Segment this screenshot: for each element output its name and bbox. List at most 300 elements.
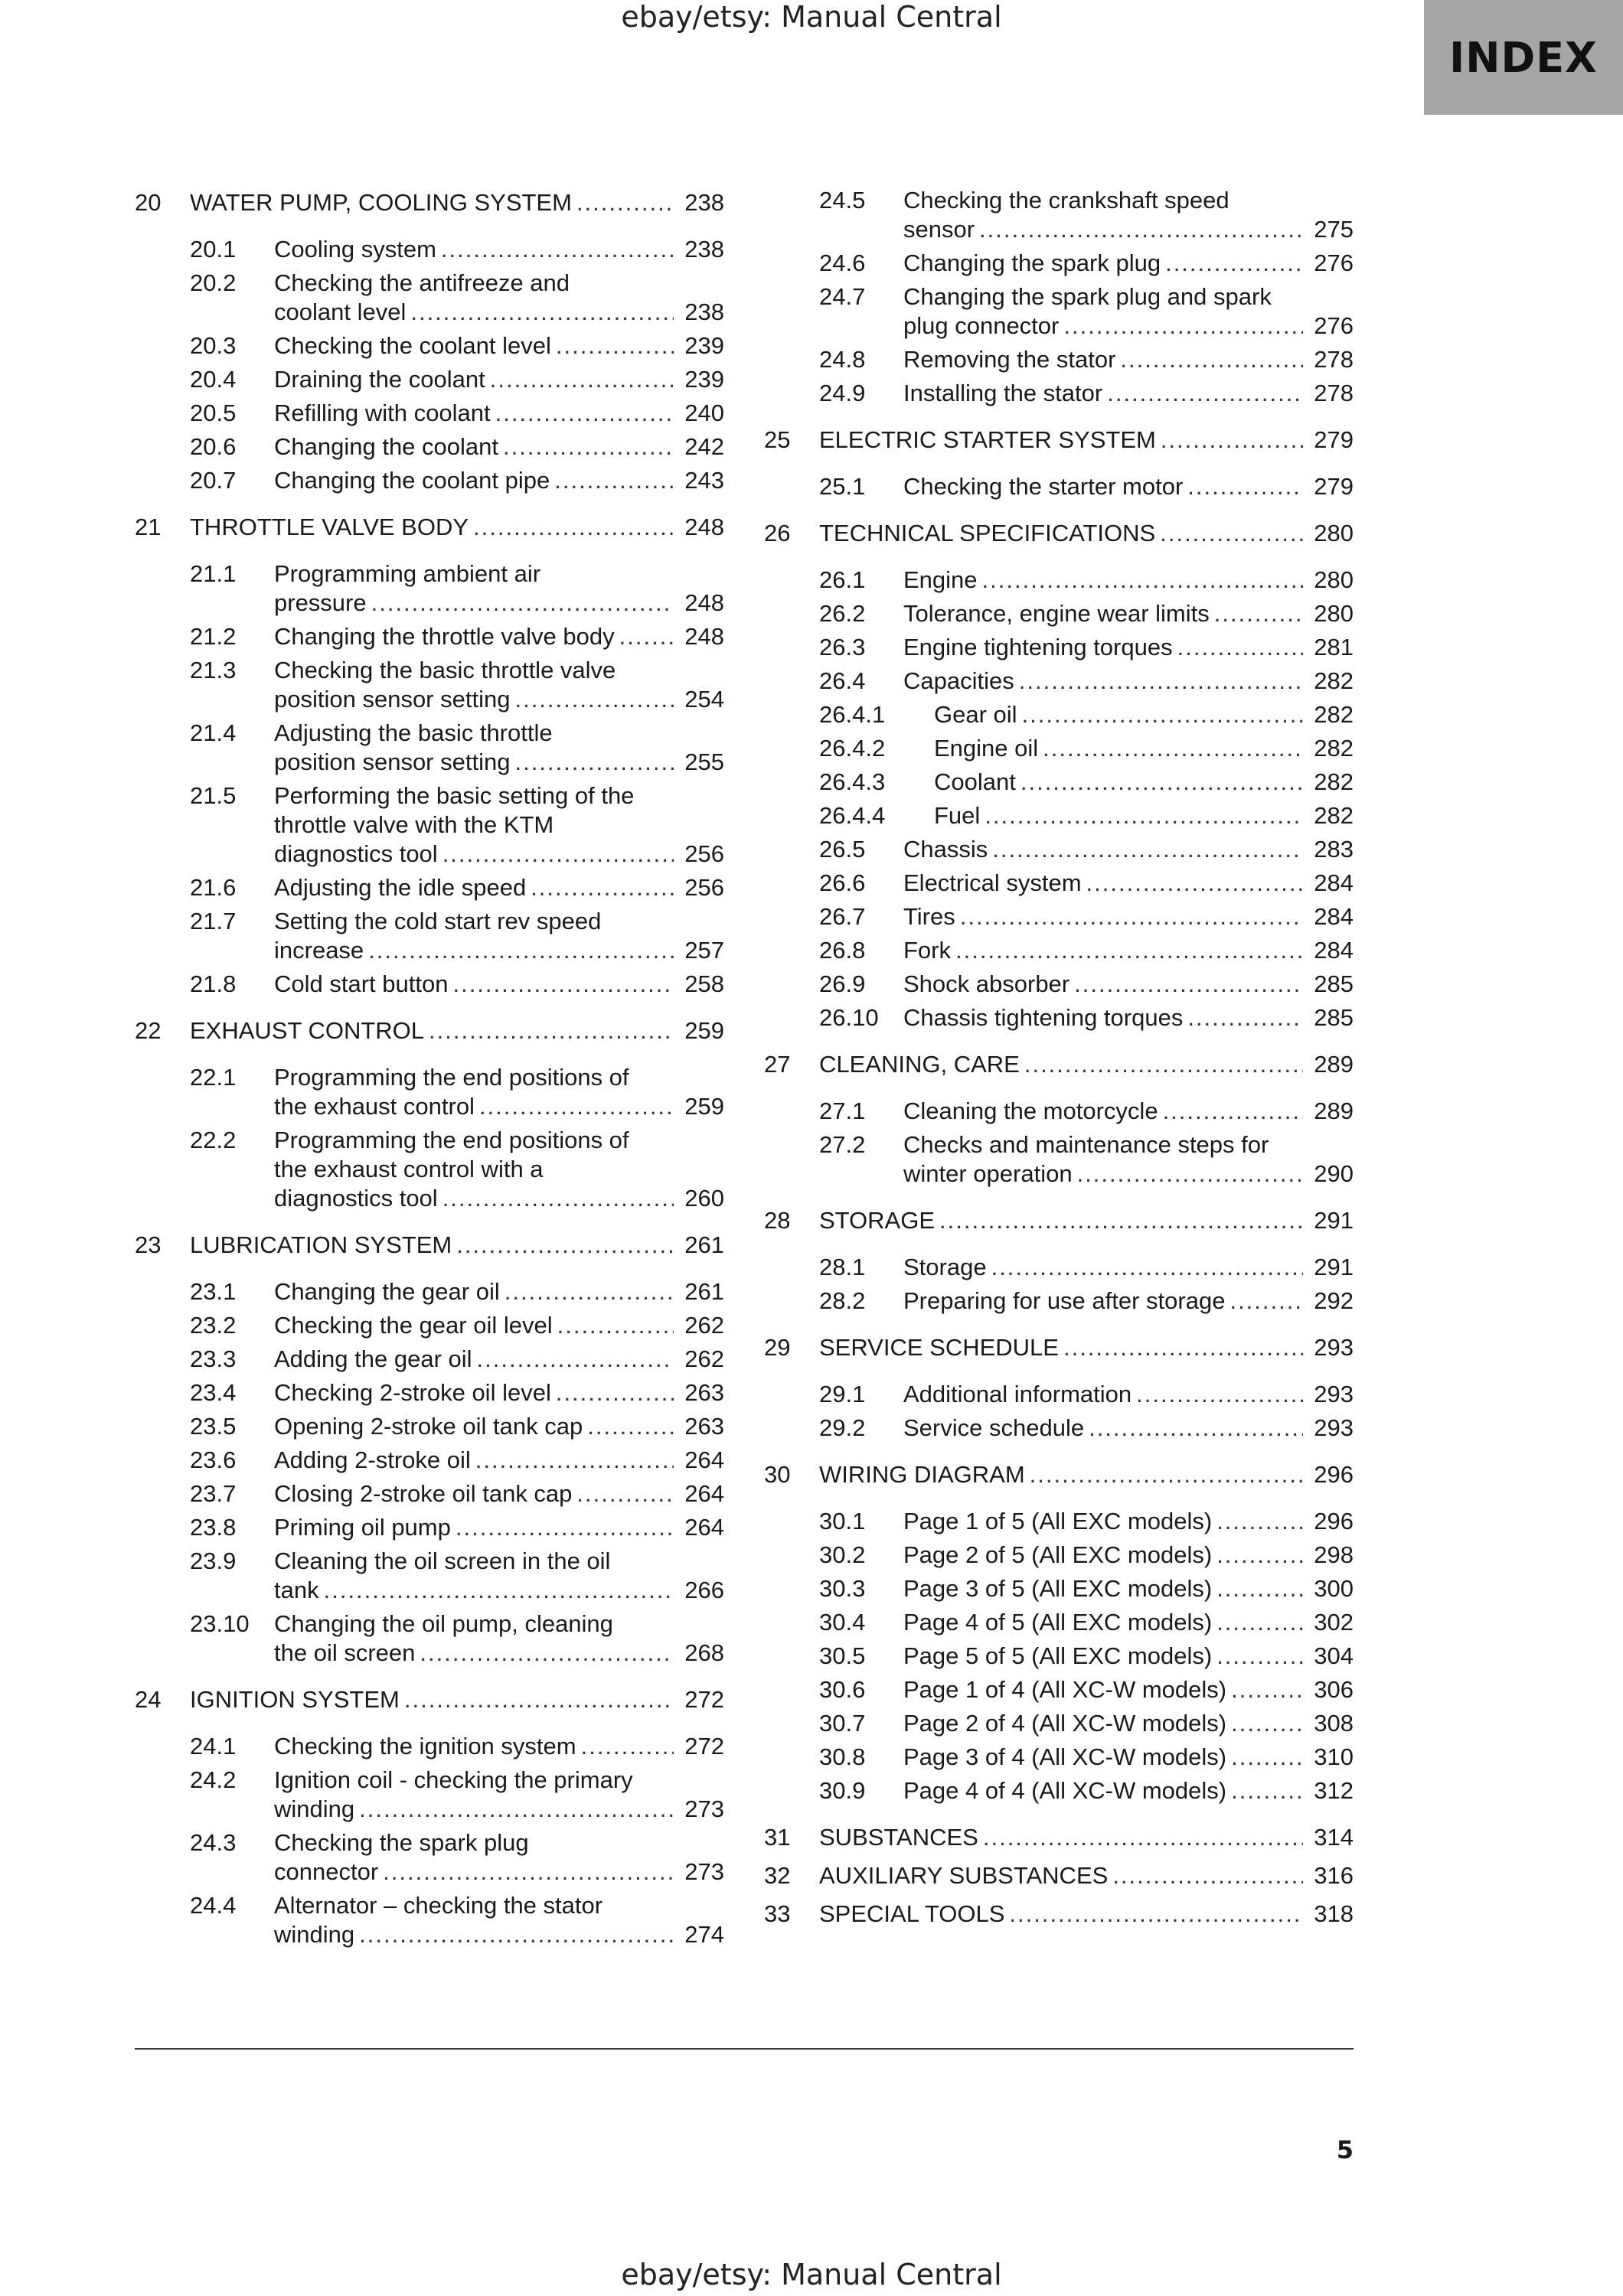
section-number: 24.3 <box>190 1829 237 1856</box>
leader-dots <box>531 873 674 902</box>
section-page: 243 <box>684 467 724 494</box>
section-title: Coolant <box>934 768 1016 795</box>
section-group <box>135 557 724 1001</box>
section-title: Changing the coolant pipe <box>274 467 550 494</box>
section-page: 264 <box>684 1514 724 1541</box>
section-number: 23.8 <box>190 1514 237 1541</box>
section-title: Gear oil <box>934 701 1017 728</box>
section-page: 300 <box>1314 1575 1354 1602</box>
section-group <box>764 1094 1354 1191</box>
leader-dots <box>429 1016 674 1045</box>
chapter-page: 259 <box>684 1017 724 1044</box>
chapter-number: 21 <box>135 514 162 540</box>
toc-section-entry[interactable] <box>764 246 1354 280</box>
toc-section-entry[interactable] <box>764 1378 1354 1411</box>
leader-dots <box>1229 1287 1303 1316</box>
leader-dots <box>410 298 674 327</box>
toc-section-entry[interactable] <box>135 1607 724 1670</box>
section-number: 26.7 <box>819 903 866 930</box>
section-number: 26.4.2 <box>819 735 886 762</box>
section-page: 291 <box>1314 1254 1354 1280</box>
section-title: Page 3 of 5 (All EXC models) <box>903 1575 1213 1602</box>
toc-chapter-entry[interactable] <box>135 1012 724 1050</box>
toc-section-entry[interactable] <box>764 765 1354 799</box>
section-title: Changing the spark plug <box>903 249 1161 276</box>
leader-dots <box>576 1479 674 1508</box>
chapter-title: WATER PUMP, COOLING SYSTEM <box>190 189 572 216</box>
toc-section-entry[interactable] <box>135 329 724 363</box>
section-number: 26.4.1 <box>819 701 886 728</box>
leader-dots <box>1216 1642 1303 1671</box>
toc-section-entry[interactable] <box>764 280 1354 343</box>
section-number: 30.8 <box>819 1743 866 1770</box>
chapter-number: 30 <box>764 1461 791 1488</box>
section-page: 312 <box>1314 1777 1354 1804</box>
section-page: 263 <box>684 1413 724 1440</box>
toc-section-entry[interactable] <box>764 1128 1354 1191</box>
leader-dots <box>495 399 674 428</box>
section-number: 23.5 <box>190 1413 237 1440</box>
section-title: Checking 2-stroke oil level <box>274 1379 551 1406</box>
section-title: Checking the starter motor <box>903 473 1184 500</box>
toc-section-entry[interactable] <box>764 799 1354 833</box>
section-group <box>764 184 1354 410</box>
leader-dots <box>1107 379 1303 408</box>
section-number: 30.4 <box>819 1609 866 1636</box>
section-title-line: Checks and maintenance steps for <box>903 1131 1269 1158</box>
toc-section-entry[interactable] <box>764 563 1354 597</box>
chapter-number: 32 <box>764 1862 791 1889</box>
section-title-line: Cleaning the oil screen in the oil <box>274 1548 611 1574</box>
leader-dots <box>1120 345 1303 374</box>
section-number: 30.6 <box>819 1676 866 1703</box>
section-number: 30.1 <box>819 1508 866 1534</box>
leader-dots <box>1063 311 1303 341</box>
toc-section-entry[interactable] <box>764 698 1354 732</box>
leader-dots <box>1019 667 1303 696</box>
section-group <box>764 563 1354 1035</box>
toc-chapter-entry[interactable] <box>764 1857 1354 1895</box>
chapter-title: TECHNICAL SPECIFICATIONS <box>819 520 1156 546</box>
section-title: Page 3 of 4 (All XC-W models) <box>903 1743 1227 1770</box>
section-page: 284 <box>1314 903 1354 930</box>
section-number: 23.9 <box>190 1548 237 1574</box>
section-number: 20.5 <box>190 400 237 426</box>
toc-section-entry[interactable] <box>135 557 724 620</box>
section-page: 276 <box>1314 312 1354 339</box>
section-page: 266 <box>684 1577 724 1603</box>
toc-section-entry[interactable] <box>135 654 724 716</box>
section-page: 282 <box>1314 802 1354 829</box>
section-page: 282 <box>1314 701 1354 728</box>
toc-chapter-entry[interactable] <box>764 1456 1354 1494</box>
section-page: 239 <box>684 366 724 393</box>
leader-dots <box>1074 970 1303 999</box>
section-page: 274 <box>684 1921 724 1948</box>
toc-section-entry[interactable] <box>135 1124 724 1215</box>
section-number: 26.3 <box>819 634 866 660</box>
leader-dots <box>441 235 674 264</box>
section-page: 275 <box>1314 216 1354 243</box>
chapter-title: SPECIAL TOOLS <box>819 1900 1005 1927</box>
toc-chapter-entry[interactable] <box>764 514 1354 553</box>
section-page: 248 <box>684 589 724 616</box>
toc-section-entry[interactable] <box>135 266 724 329</box>
toc-section-entry[interactable] <box>135 1443 724 1477</box>
section-title-line: Programming the end positions of <box>274 1064 629 1091</box>
section-group <box>764 1378 1354 1445</box>
chapter-title: WIRING DIAGRAM <box>819 1461 1025 1488</box>
toc-section-entry[interactable] <box>764 1538 1354 1572</box>
toc-chapter-entry[interactable] <box>135 184 724 222</box>
chapter-page: 272 <box>684 1686 724 1713</box>
toc-section-entry[interactable] <box>135 430 724 464</box>
section-title: Changing the gear oil <box>274 1278 500 1305</box>
chapter-title: IGNITION SYSTEM <box>190 1686 400 1713</box>
section-page: 258 <box>684 970 724 997</box>
section-page: 238 <box>684 298 724 325</box>
toc-section-entry[interactable] <box>764 900 1354 934</box>
section-title: Storage <box>903 1254 987 1280</box>
leader-dots <box>1063 1333 1303 1362</box>
section-page: 256 <box>684 874 724 901</box>
section-number: 21.4 <box>190 719 237 746</box>
section-group <box>135 233 724 497</box>
section-page: 248 <box>684 623 724 650</box>
chapter-title: CLEANING, CARE <box>819 1051 1020 1078</box>
toc-chapter-entry[interactable] <box>135 1226 724 1264</box>
toc-section-entry[interactable] <box>764 470 1354 504</box>
chapter-number: 29 <box>764 1334 791 1361</box>
section-page: 263 <box>684 1379 724 1406</box>
toc-section-entry[interactable] <box>135 363 724 396</box>
leader-dots <box>1231 1675 1303 1704</box>
section-number: 24.2 <box>190 1766 237 1793</box>
section-title: Tires <box>903 903 955 930</box>
chapter-number: 25 <box>764 426 791 453</box>
toc-section-entry[interactable] <box>764 1411 1354 1445</box>
section-title: Fork <box>903 937 951 964</box>
section-title: Chassis tightening torques <box>903 1004 1184 1031</box>
section-number: 27.1 <box>819 1097 866 1124</box>
leader-dots <box>383 1857 674 1887</box>
section-title: Adjusting the idle speed <box>274 874 527 901</box>
section-page: 282 <box>1314 735 1354 762</box>
section-number: 24.7 <box>819 283 866 310</box>
toc-section-entry[interactable] <box>135 871 724 905</box>
toc-chapter-entry[interactable] <box>135 1681 724 1719</box>
leader-dots <box>992 835 1303 864</box>
section-number: 27.2 <box>819 1131 866 1158</box>
section-page: 254 <box>684 686 724 713</box>
section-page: 272 <box>684 1733 724 1760</box>
section-title-line: Checking the antifreeze and <box>274 269 570 296</box>
section-title: Page 1 of 5 (All EXC models) <box>903 1508 1213 1534</box>
footer-rule <box>135 2048 1354 2050</box>
section-title: Engine <box>903 566 978 593</box>
leader-dots <box>554 466 674 495</box>
section-title-line: Checking the basic throttle valve <box>274 657 616 683</box>
section-number: 20.1 <box>190 236 237 263</box>
toc-section-entry[interactable] <box>135 1309 724 1342</box>
section-page: 281 <box>1314 634 1354 660</box>
leader-dots <box>1043 734 1303 763</box>
leader-dots <box>1160 519 1303 548</box>
section-title: Priming oil pump <box>274 1514 451 1541</box>
toc-section-entry[interactable] <box>764 1707 1354 1740</box>
toc-chapter-entry[interactable] <box>764 421 1354 459</box>
chapter-number: 20 <box>135 189 162 216</box>
leader-dots <box>982 566 1303 595</box>
toc-section-entry[interactable] <box>764 732 1354 765</box>
section-page: 302 <box>1314 1609 1354 1636</box>
toc-section-entry[interactable] <box>764 1740 1354 1774</box>
section-number: 26.10 <box>819 1004 879 1031</box>
section-number: 24.4 <box>190 1892 237 1919</box>
toc-section-entry[interactable] <box>764 1606 1354 1639</box>
section-title: winding <box>274 1795 355 1822</box>
section-page: 239 <box>684 332 724 359</box>
section-title-line: Checking the crankshaft speed <box>903 187 1229 214</box>
section-page: 282 <box>1314 768 1354 795</box>
toc-section-entry[interactable] <box>135 716 724 779</box>
section-number: 20.6 <box>190 433 237 460</box>
section-title: sensor <box>903 216 975 243</box>
section-page: 268 <box>684 1639 724 1666</box>
section-page: 284 <box>1314 869 1354 896</box>
toc-section-entry[interactable] <box>764 866 1354 900</box>
toc-section-entry[interactable] <box>764 1774 1354 1808</box>
section-group <box>135 1730 724 1952</box>
section-title: Capacities <box>903 667 1014 694</box>
section-number: 30.9 <box>819 1777 866 1804</box>
section-title: diagnostics tool <box>274 840 438 867</box>
section-title: Page 5 of 5 (All EXC models) <box>903 1642 1213 1669</box>
section-title: Installing the stator <box>903 380 1103 406</box>
toc-section-entry[interactable] <box>135 1376 724 1410</box>
section-number: 20.4 <box>190 366 237 393</box>
section-title-line: Adjusting the basic throttle <box>274 719 553 746</box>
toc-section-entry[interactable] <box>764 597 1354 631</box>
leader-dots <box>1022 700 1303 729</box>
section-number: 23.3 <box>190 1345 237 1372</box>
toc-section-entry[interactable] <box>764 1639 1354 1673</box>
toc-section-entry[interactable] <box>764 1001 1354 1035</box>
section-number: 28.2 <box>819 1287 866 1314</box>
index-tab: INDEX <box>1424 0 1623 115</box>
section-number: 26.9 <box>819 970 866 997</box>
section-title: Page 2 of 4 (All XC-W models) <box>903 1710 1227 1737</box>
toc-chapter-entry[interactable] <box>764 1818 1354 1857</box>
leader-dots <box>983 1823 1303 1852</box>
section-page: 293 <box>1314 1414 1354 1441</box>
chapter-title: EXHAUST CONTROL <box>190 1017 425 1044</box>
toc-section-entry[interactable] <box>135 1061 724 1124</box>
section-page: 242 <box>684 433 724 460</box>
leader-dots <box>1136 1380 1303 1409</box>
toc-section-entry[interactable] <box>135 1410 724 1443</box>
section-page: 255 <box>684 748 724 775</box>
toc-section-entry[interactable] <box>764 1572 1354 1606</box>
chapter-page: 280 <box>1314 520 1354 546</box>
leader-dots <box>1009 1900 1303 1929</box>
toc-section-entry[interactable] <box>135 396 724 430</box>
section-number: 21.8 <box>190 970 237 997</box>
toc-chapter-entry[interactable] <box>764 1045 1354 1084</box>
toc-section-entry[interactable] <box>135 1342 724 1376</box>
section-number: 23.7 <box>190 1480 237 1507</box>
toc-section-entry[interactable] <box>135 967 724 1001</box>
section-page: 238 <box>684 236 724 263</box>
toc-section-entry[interactable] <box>135 1544 724 1607</box>
toc-chapter-entry[interactable] <box>764 1329 1354 1367</box>
leader-dots <box>1077 1159 1303 1189</box>
chapter-number: 28 <box>764 1207 791 1234</box>
section-title: Cold start button <box>274 970 449 997</box>
section-number: 26.4.3 <box>819 768 886 795</box>
section-title-line: Programming ambient air <box>274 560 541 587</box>
section-number: 26.5 <box>819 836 866 863</box>
chapter-page: 279 <box>1314 426 1354 453</box>
toc-section-entry[interactable] <box>135 1889 724 1952</box>
toc-section-entry[interactable] <box>135 1763 724 1826</box>
section-number: 24.8 <box>819 346 866 373</box>
watermark-bottom: ebay/etsy: Manual Central <box>621 2258 1002 2291</box>
toc-section-entry[interactable] <box>135 905 724 967</box>
toc-chapter-entry[interactable] <box>135 508 724 546</box>
section-page: 289 <box>1314 1097 1354 1124</box>
toc-chapter-entry[interactable] <box>764 1202 1354 1240</box>
section-title: plug connector <box>903 312 1060 339</box>
toc-section-entry[interactable] <box>135 1826 724 1889</box>
leader-dots <box>368 936 674 965</box>
toc-section-entry[interactable] <box>764 967 1354 1001</box>
chapter-number: 24 <box>135 1686 162 1713</box>
toc-section-entry[interactable] <box>764 1505 1354 1538</box>
leader-dots <box>359 1795 674 1824</box>
leader-dots <box>371 589 674 618</box>
section-number: 30.2 <box>819 1541 866 1568</box>
section-title: Closing 2-stroke oil tank cap <box>274 1480 573 1507</box>
section-title: Adding the gear oil <box>274 1345 472 1372</box>
leader-dots <box>1112 1861 1303 1890</box>
section-title: Engine tightening torques <box>903 634 1173 660</box>
watermark-top: ebay/etsy: Manual Central <box>621 0 1002 34</box>
section-title-line: Setting the cold start rev speed <box>274 908 602 934</box>
section-title-line: Performing the basic setting of the <box>274 782 635 809</box>
section-page: 280 <box>1314 600 1354 627</box>
section-page: 262 <box>684 1345 724 1372</box>
toc-section-entry[interactable] <box>135 620 724 654</box>
leader-dots <box>991 1253 1303 1282</box>
section-number: 21.2 <box>190 623 237 650</box>
leader-dots <box>955 936 1303 965</box>
toc-section-entry[interactable] <box>764 377 1354 410</box>
section-number: 21.1 <box>190 560 237 587</box>
toc-section-entry[interactable] <box>764 664 1354 698</box>
toc-section-entry[interactable] <box>135 233 724 266</box>
toc-section-entry[interactable] <box>135 1477 724 1511</box>
section-number: 26.4.4 <box>819 802 886 829</box>
section-page: 279 <box>1314 473 1354 500</box>
toc-section-entry[interactable] <box>764 1284 1354 1318</box>
leader-dots <box>505 1277 674 1306</box>
leader-dots <box>557 1311 674 1340</box>
section-number: 21.3 <box>190 657 237 683</box>
section-number: 29.1 <box>819 1381 866 1407</box>
section-title: Electrical system <box>903 869 1082 896</box>
leader-dots <box>576 188 674 217</box>
toc-section-entry[interactable] <box>764 184 1354 246</box>
leader-dots <box>456 1231 674 1260</box>
section-page: 256 <box>684 840 724 867</box>
chapter-page: 248 <box>684 514 724 540</box>
leader-dots <box>475 1446 674 1475</box>
section-number: 20.2 <box>190 269 237 296</box>
section-page: 304 <box>1314 1642 1354 1669</box>
toc-section-entry[interactable] <box>135 1511 724 1544</box>
chapter-page: 296 <box>1314 1461 1354 1488</box>
toc-section-entry[interactable] <box>764 934 1354 967</box>
toc-section-entry[interactable] <box>764 1251 1354 1284</box>
leader-dots <box>1161 426 1303 455</box>
toc-section-entry[interactable] <box>764 343 1354 377</box>
toc-section-entry[interactable] <box>135 1275 724 1309</box>
section-title: Refilling with coolant <box>274 400 491 426</box>
leader-dots <box>1020 768 1303 797</box>
toc-section-entry[interactable] <box>764 631 1354 664</box>
section-title: increase <box>274 937 364 964</box>
section-number: 30.7 <box>819 1710 866 1737</box>
leader-dots <box>985 801 1303 830</box>
section-title: Service schedule <box>903 1414 1085 1441</box>
section-page: 306 <box>1314 1676 1354 1703</box>
toc-chapter-entry[interactable] <box>764 1895 1354 1933</box>
section-title: Page 1 of 4 (All XC-W models) <box>903 1676 1227 1703</box>
chapter-page: 318 <box>1314 1900 1354 1927</box>
section-title-line: Changing the oil pump, cleaning <box>274 1610 613 1637</box>
toc-section-entry[interactable] <box>764 1094 1354 1128</box>
section-title-line: Changing the spark plug and spark <box>903 283 1272 310</box>
section-page: 273 <box>684 1858 724 1885</box>
leader-dots <box>514 748 674 777</box>
section-page: 296 <box>1314 1508 1354 1534</box>
section-title: Opening 2-stroke oil tank cap <box>274 1413 583 1440</box>
section-title: the exhaust control <box>274 1093 475 1120</box>
section-group <box>135 1061 724 1215</box>
leader-dots <box>939 1206 1303 1235</box>
section-page: 310 <box>1314 1743 1354 1770</box>
section-number: 21.6 <box>190 874 237 901</box>
toc-section-entry[interactable] <box>135 779 724 871</box>
section-title: Changing the throttle valve body <box>274 623 615 650</box>
leader-dots <box>619 622 674 651</box>
section-title: Engine oil <box>934 735 1039 762</box>
toc-section-entry[interactable] <box>764 1673 1354 1707</box>
toc-section-entry[interactable] <box>135 1730 724 1763</box>
leader-dots <box>442 840 674 869</box>
section-title: Fuel <box>934 802 981 829</box>
chapter-number: 33 <box>764 1900 791 1927</box>
leader-dots <box>324 1576 674 1605</box>
section-title: Tolerance, engine wear limits <box>903 600 1210 627</box>
toc-section-entry[interactable] <box>135 464 724 497</box>
toc-section-entry[interactable] <box>764 833 1354 866</box>
section-number: 21.7 <box>190 908 237 934</box>
section-group <box>135 1275 724 1670</box>
chapter-number: 26 <box>764 520 791 546</box>
section-title: Cooling system <box>274 236 436 263</box>
